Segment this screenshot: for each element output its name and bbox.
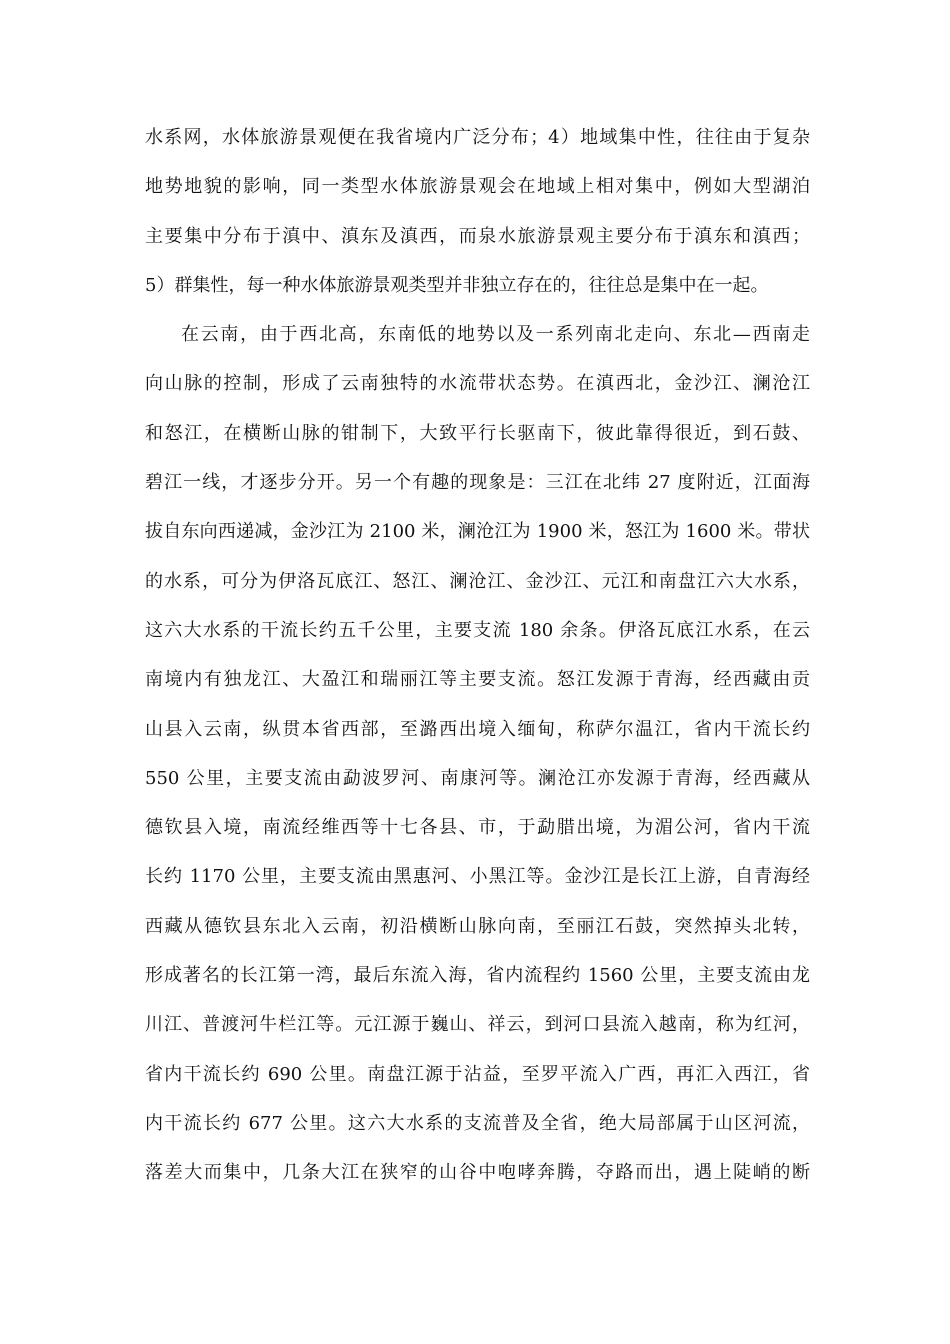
text-line: 省内干流长约 690 公里。南盘江源于沾益，至罗平流入广西，再汇入西江，省 bbox=[145, 1063, 810, 1085]
text-line: 拔自东向西递减，金沙江为 2100 米，澜沧江为 1900 米，怒江为 1600 米。带状 bbox=[145, 521, 810, 543]
text-line: 水系网，水体旅游景观便在我省境内广泛分布；4）地域集中性，往往由于复杂 bbox=[145, 127, 810, 148]
text-line: 的水系，可分为伊洛瓦底江、怒江、澜沧江、金沙江、元江和南盘江六大水系， bbox=[145, 570, 810, 592]
text-line: 主要集中分布于滇中、滇东及滇西，而泉水旅游景观主要分布于滇东和滇西； bbox=[145, 225, 810, 247]
text-line: 形成著名的长江第一湾，最后东流入海，省内流程约 1560 公里，主要支流由龙 bbox=[145, 965, 810, 987]
text-line: 落差大而集中，几条大江在狭窄的山谷中咆哮奔腾，夺路而出，遇上陡峭的断 bbox=[145, 1162, 810, 1184]
text-line-paragraph-start: 在云南，由于西北高，东南低的地势以及一系列南北走向、东北—西南走 bbox=[181, 324, 810, 346]
body-text bbox=[145, 113, 810, 1198]
text-line: 川江、普渡河牛栏江等。元江源于巍山、祥云，到河口县流入越南，称为红河， bbox=[145, 1014, 810, 1036]
text-line: 山县入云南，纵贯本省西部，至潞西出境入缅甸，称萨尔温江，省内干流长约 bbox=[145, 718, 810, 740]
text-line: 向山脉的控制，形成了云南独特的水流带状态势。在滇西北，金沙江、澜沧江 bbox=[145, 373, 810, 395]
text-line: 德钦县入境，南流经维西等十七各县、市，于勐腊出境，为湄公河，省内干流 bbox=[145, 817, 810, 839]
text-line: 地势地貌的影响，同一类型水体旅游景观会在地域上相对集中，例如大型湖泊 bbox=[145, 176, 810, 198]
text-line: 内干流长约 677 公里。这六大水系的支流普及全省，绝大局部属于山区河流， bbox=[145, 1112, 810, 1134]
text-line-paragraph-end: 5）群集性，每一种水体旅游景观类型并非独立存在的，往往总是集中在一起。 bbox=[145, 274, 769, 296]
text-line: 和怒江，在横断山脉的钳制下，大致平行长驱南下，彼此靠得很近，到石鼓、 bbox=[145, 422, 810, 444]
text-line: 南境内有独龙江、大盈江和瑞丽江等主要支流。怒江发源于青海，经西藏由贡 bbox=[145, 669, 810, 691]
text-line: 这六大水系的干流长约五千公里，主要支流 180 余条。伊洛瓦底江水系，在云 bbox=[145, 619, 810, 641]
text-line: 长约 1170 公里，主要支流由黑惠河、小黑江等。金沙江是长江上游，自青海经 bbox=[145, 866, 810, 888]
text-line: 西藏从德钦县东北入云南，初沿横断山脉向南，至丽江石鼓，突然掉头北转， bbox=[145, 915, 810, 937]
text-line: 碧江一线，才逐步分开。另一个有趣的现象是：三江在北纬 27 度附近，江面海 bbox=[145, 472, 810, 494]
text-line: 550 公里，主要支流由勐波罗河、南康河等。澜沧江亦发源于青海，经西藏从 bbox=[145, 767, 810, 789]
